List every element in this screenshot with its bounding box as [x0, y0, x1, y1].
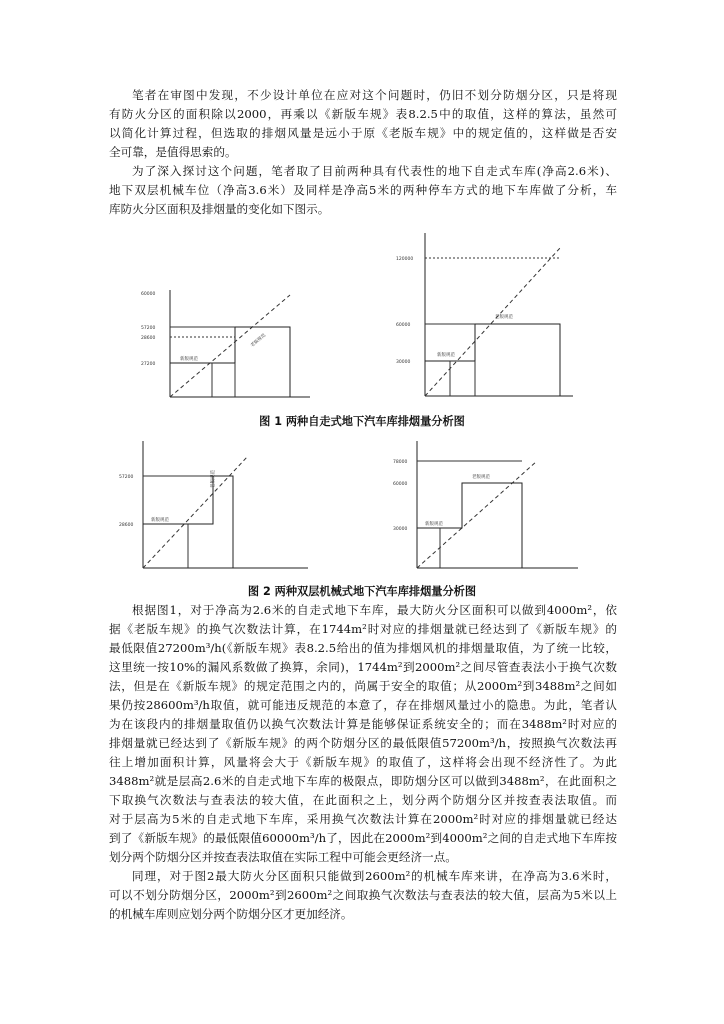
y-tick-label: 57200: [141, 326, 156, 331]
text-line: 这里统一按10%的漏风系数做了换算，余同)，1744m²到2000m²之间尽管查表法小于换气次数: [109, 660, 617, 674]
series-label: 老版规范: [250, 333, 268, 349]
text-line: 对于层高为5米的自走式地下车库，采用换气次数法计算在2000m²时对应的排烟量就已经达: [109, 812, 617, 826]
text-line: 划分两个防烟分区并按查表法取值在实际工程中可能会更经济一点。: [109, 850, 457, 864]
text-line: 下取换气次数法与查表法的较大值，在此面积之上，划分两个防烟分区并按查表法取值。而: [109, 793, 617, 807]
text-line: 最低限值27200m³/h(《新版车规》表8.2.5给出的值为排烟风机的排烟量取值，为了统一比较，: [109, 641, 617, 655]
y-tick-label: 57200: [119, 475, 134, 480]
text-line: 库防火分区面积及排烟量的变化如下图示。: [109, 202, 330, 216]
y-tick-label: 30000: [396, 360, 411, 365]
text-line: 到了《新版车规》的最低限值60000m³/h了，因此在2000m²到4000m²之间的自走式地下车库按: [109, 831, 617, 845]
y-tick-label: 78000: [393, 460, 408, 465]
diagonal-line: [143, 456, 248, 568]
series-label: 老版规范: [472, 475, 490, 480]
paragraph-1: [109, 86, 617, 162]
stepped-line: [425, 324, 560, 396]
text-line: 3488m²就是层高2.6米的自走式地下车库的极限点，即防烟分区可以做到3488m²，在此面积之: [109, 774, 617, 788]
text-line: 有防火分区的面积除以2000，再乘以《新版车规》表8.2.5中的取值，这样的算法，虽然可: [109, 107, 617, 121]
text-line: 法，但是在《新版车规》的规定范围之内的，尚属于安全的取值；从2000m²到3488m²之间如: [109, 679, 617, 693]
diagonal-line: [170, 295, 290, 397]
text-line: 笔者在审图中发现，不少设计单位在应对这个问题时，仍旧不划分防烟分区，只是将现: [132, 88, 617, 102]
text-line: 全可靠，是值得思索的。: [109, 145, 237, 159]
series-label: 新版规范: [425, 522, 443, 527]
series-label: 新版规范: [180, 357, 198, 362]
text-line: 根据图1，对于净高为2.6米的自走式地下车库，最大防火分区面积可以做到4000m²，依: [132, 603, 617, 617]
series-label: 新版规范: [437, 353, 455, 358]
paragraph-4: [109, 867, 617, 924]
figure2-caption: 图 2 两种双层机械式地下汽车库排烟量分析图: [247, 585, 477, 598]
series-label: 老版规范: [495, 315, 513, 320]
text-line: 同理，对于图2最大防火分区面积只能做到2600m²的机械车库来讲，在净高为3.6米时，: [132, 869, 617, 883]
text-line: 排烟量就已经达到了《新版车规》的两个防烟分区的最低限值57200m³/h，按照换气次数法再: [109, 736, 617, 750]
diagonal-line: [425, 248, 560, 396]
y-tick-label: 60000: [396, 323, 411, 328]
figure1-caption: 图 1 两种自走式地下汽车库排烟量分析图: [259, 415, 465, 428]
y-tick-label: 27200: [141, 362, 156, 367]
text-line: 果仍按28600m³/h取值，就可能违反规范的本意了，存在排烟风量过小的隐患。为此，笔者认: [109, 698, 617, 712]
text-line: 地下双层机械车位（净高3.6米）及同样是净高5米的两种停车方式的地下车库做了分析，车: [109, 183, 617, 197]
series-label: 老版规范: [211, 470, 216, 488]
text-line: 据《老版车规》的换气次数法计算，在1744m²时对应的排烟量就已经达到了《新版车规》的: [109, 622, 617, 636]
y-tick-label: 30000: [393, 527, 408, 532]
y-tick-label: 60000: [393, 482, 408, 487]
figure2-right-chart: [392, 436, 582, 576]
text-line: 为在该段内的排烟量取值仍以换气次数法计算是能够保证系统安全的；而在3488m²时对应的: [109, 717, 617, 731]
y-tick-label: 28600: [141, 336, 156, 341]
figure2-left-chart: [118, 436, 313, 576]
figure1-left-chart: [140, 285, 315, 410]
paragraph-3: [109, 601, 617, 867]
y-tick-label: 60000: [141, 292, 156, 297]
text-line: 为了深入探讨这个问题，笔者取了目前两种具有代表性的地下自走式车库(净高2.6米)、: [132, 164, 617, 178]
paragraph-2: [109, 162, 617, 219]
y-tick-label: 28600: [119, 523, 134, 528]
text-line: 可以不划分防烟分区，2000m²到2600m²之间取换气次数法与查表法的较大值，层高为5米以上: [109, 888, 617, 902]
text-line: 的机械车库则应划分两个防烟分区才更加经济。: [109, 907, 353, 921]
text-line: 以简化计算过程，但选取的排烟风量是远小于原《老版车规》中的规定值的，这样做是否安: [109, 126, 617, 140]
text-line: 往上增加面积计算，风量将会大于《新版车规》的取值了，这样将会出现不经济性了。为此: [109, 755, 617, 769]
figure1-right-chart: [395, 228, 580, 408]
series-label: 新版规范: [151, 518, 169, 523]
y-tick-label: 120000: [396, 257, 414, 262]
